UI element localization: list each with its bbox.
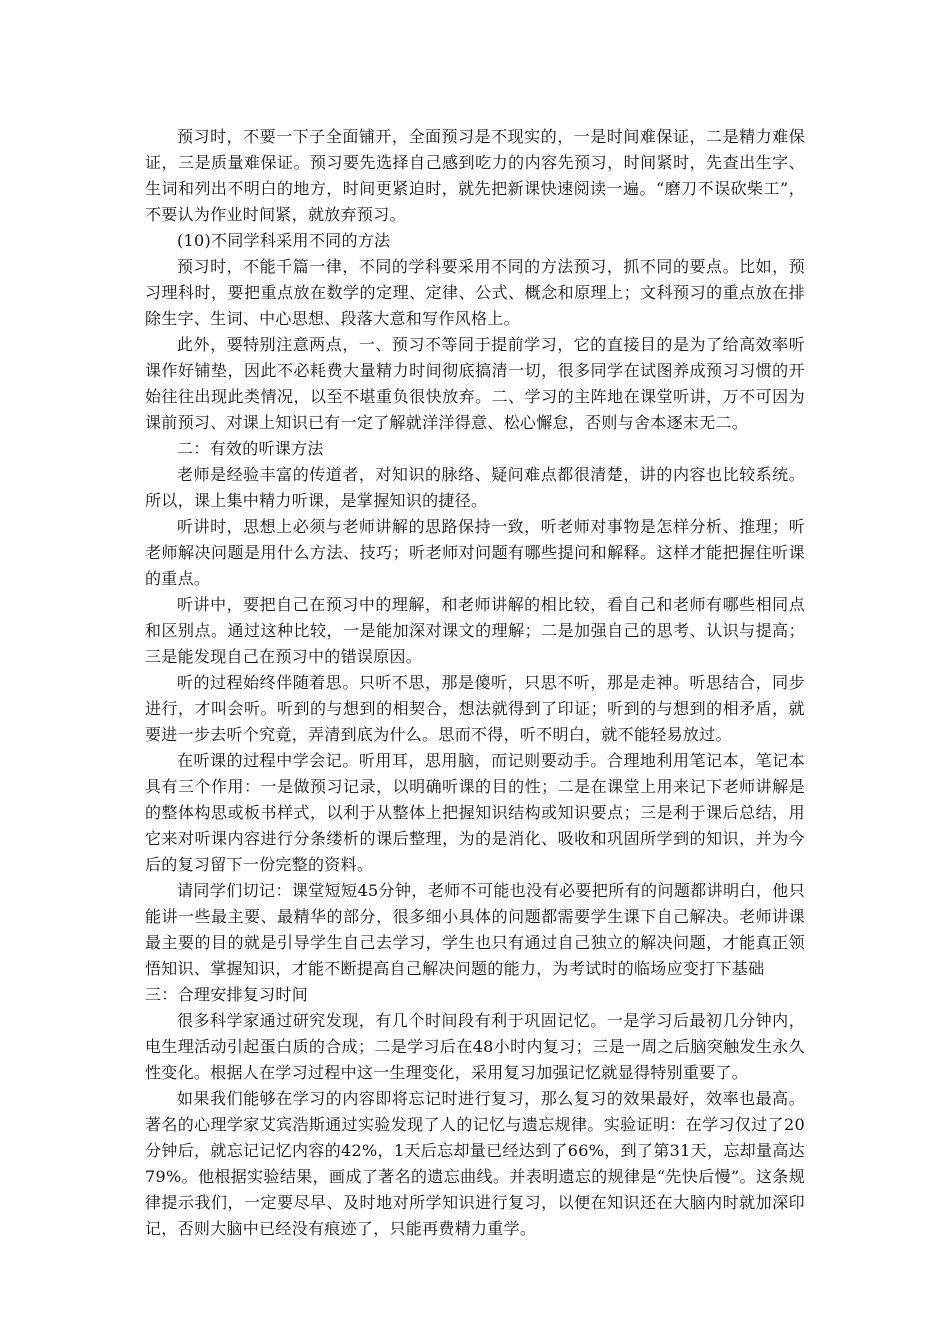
paragraph-note-taking: 在听课的过程中学会记。听用耳，思用脑，而记则要动手。合理地利用笔记本，笔记本具有三个作用：一是做预习记录，以明确听课的目的性；二是在课堂上用来记下老师讲解是的整体构思或板书样式，以利于从整体上把握知识结构或知识要点；三是利于课后总结，用它来对听课内容进行分条缕析的课后整理，为的是消化、吸收和巩固所学到的知识，并为今后的复习留下一份完整的资料。 xyxy=(145,751,805,874)
paragraph-remember-45-minutes: 请同学们切记：课堂短短45分钟，老师不可能也没有必要把所有的问题都讲明白，他只能讲一些最主要、最精华的部分，很多细小具体的问题都需要学生课下自己解决。老师讲课最主要的目的就是引导学生自己去学习，学生也只有通过自己独立的解决问题，才能真正领悟知识、掌握知识，才能不断提高自己解决问题的能力，为考试时的临场应变打下基础 xyxy=(145,881,805,978)
paragraph-compare-understanding: 听讲中，要把自己在预习中的理解，和老师讲解的相比较，看自己和老师有哪些相同点和区别点。通过这种比较，一是能加深对课文的理解；二是加强自己的思考、认识与提高；三是能发现自己在预习中的错误原因。 xyxy=(145,595,805,666)
heading-review-schedule: 三：合理安排复习时间 xyxy=(145,985,309,1004)
paragraph-teacher-guide: 老师是经验丰富的传道者，对知识的脉络、疑问难点都很清楚，讲的内容也比较系统。所以，课上集中精力听课，是掌握知识的捷径。 xyxy=(145,465,805,510)
paragraph-memory-periods: 很多科学家通过研究发现，有几个时间段有利于巩固记忆。一是学习后最初几分钟内，电生理活动引起蛋白质的合成；二是学习后在48小时内复习；三是一周之后脑突触发生永久性变化。根据人在学习过程中这一生理变化，采用复习加强记忆就显得特别重要了。 xyxy=(145,1011,805,1082)
paragraph-forgetting-curve: 如果我们能够在学习的内容即将忘记时进行复习，那么复习的效果最好，效率也最高。著名的心理学家艾宾浩斯通过实验发现了人的记忆与遗忘规律。实验证明：在学习仅过了20分钟后，就忘记记忆内容的42%，1天后忘却量已经达到了66%，到了第31天，忘却量高达79%。他根据实验结果，画成了著名的遗忘曲线。并表明遗忘的规律是“先快后慢”。这条规律提示我们，一定要尽早、及时地对所学知识进行复习，以便在知识还在大脑内时就加深印记，否则大脑中已经没有痕迹了，只能再费精力重学。 xyxy=(145,1089,805,1238)
paragraph-subject-methods: 预习时，不能千篇一律，不同的学科要采用不同的方法预习，抓不同的要点。比如，预习理科时，要把重点放在数学的定理、定律、公式、概念和原理上；文科预习的重点放在排除生字、生词、中心思想、段落大意和写作风格上。 xyxy=(145,257,805,328)
heading-effective-listening: 二：有效的听课方法 xyxy=(177,439,324,458)
heading-subject-methods: (10)不同学科采用不同的方法 xyxy=(177,231,391,250)
document-body xyxy=(145,124,805,1242)
paragraph-follow-thinking: 听讲时，思想上必须与老师讲解的思路保持一致，听老师对事物是怎样分析、推理；听老师解决问题是用什么方法、技巧；听老师对问题有哪些提问和解释。这样才能把握住听课的重点。 xyxy=(145,517,805,588)
paragraph-preview-pacing: 预习时，不要一下子全面铺开，全面预习是不现实的，一是时间难保证，二是精力难保证，三是质量难保证。预习要先选择自己感到吃力的内容先预习，时间紧时，先查出生字、生词和列出不明白的地方，时间更紧迫时，就先把新课快速阅读一遍。“磨刀不误砍柴工”，不要认为作业时间紧，就放弃预习。 xyxy=(145,127,805,224)
paragraph-two-notes: 此外，要特别注意两点，一、预习不等同于提前学习，它的直接目的是为了给高效率听课作好铺垫，因此不必耗费大量精力时间彻底搞清一切，很多同学在试图养成预习习惯的开始往往出现此类情况，以至不堪重负很快放弃。二、学习的主阵地在课堂听讲，万不可因为课前预习、对课上知识已有一定了解就洋洋得意、松心懈怠，否则与舍本逐末无二。 xyxy=(145,335,805,432)
paragraph-listen-and-think: 听的过程始终伴随着思。只听不思，那是傻听，只思不听，那是走神。听思结合，同步进行，才叫会听。听到的与想到的相契合，想法就得到了印证；听到的与想到的相矛盾，就要进一步去听个究竟，弄清到底为什么。思而不得，听不明白，就不能轻易放过。 xyxy=(145,673,805,744)
